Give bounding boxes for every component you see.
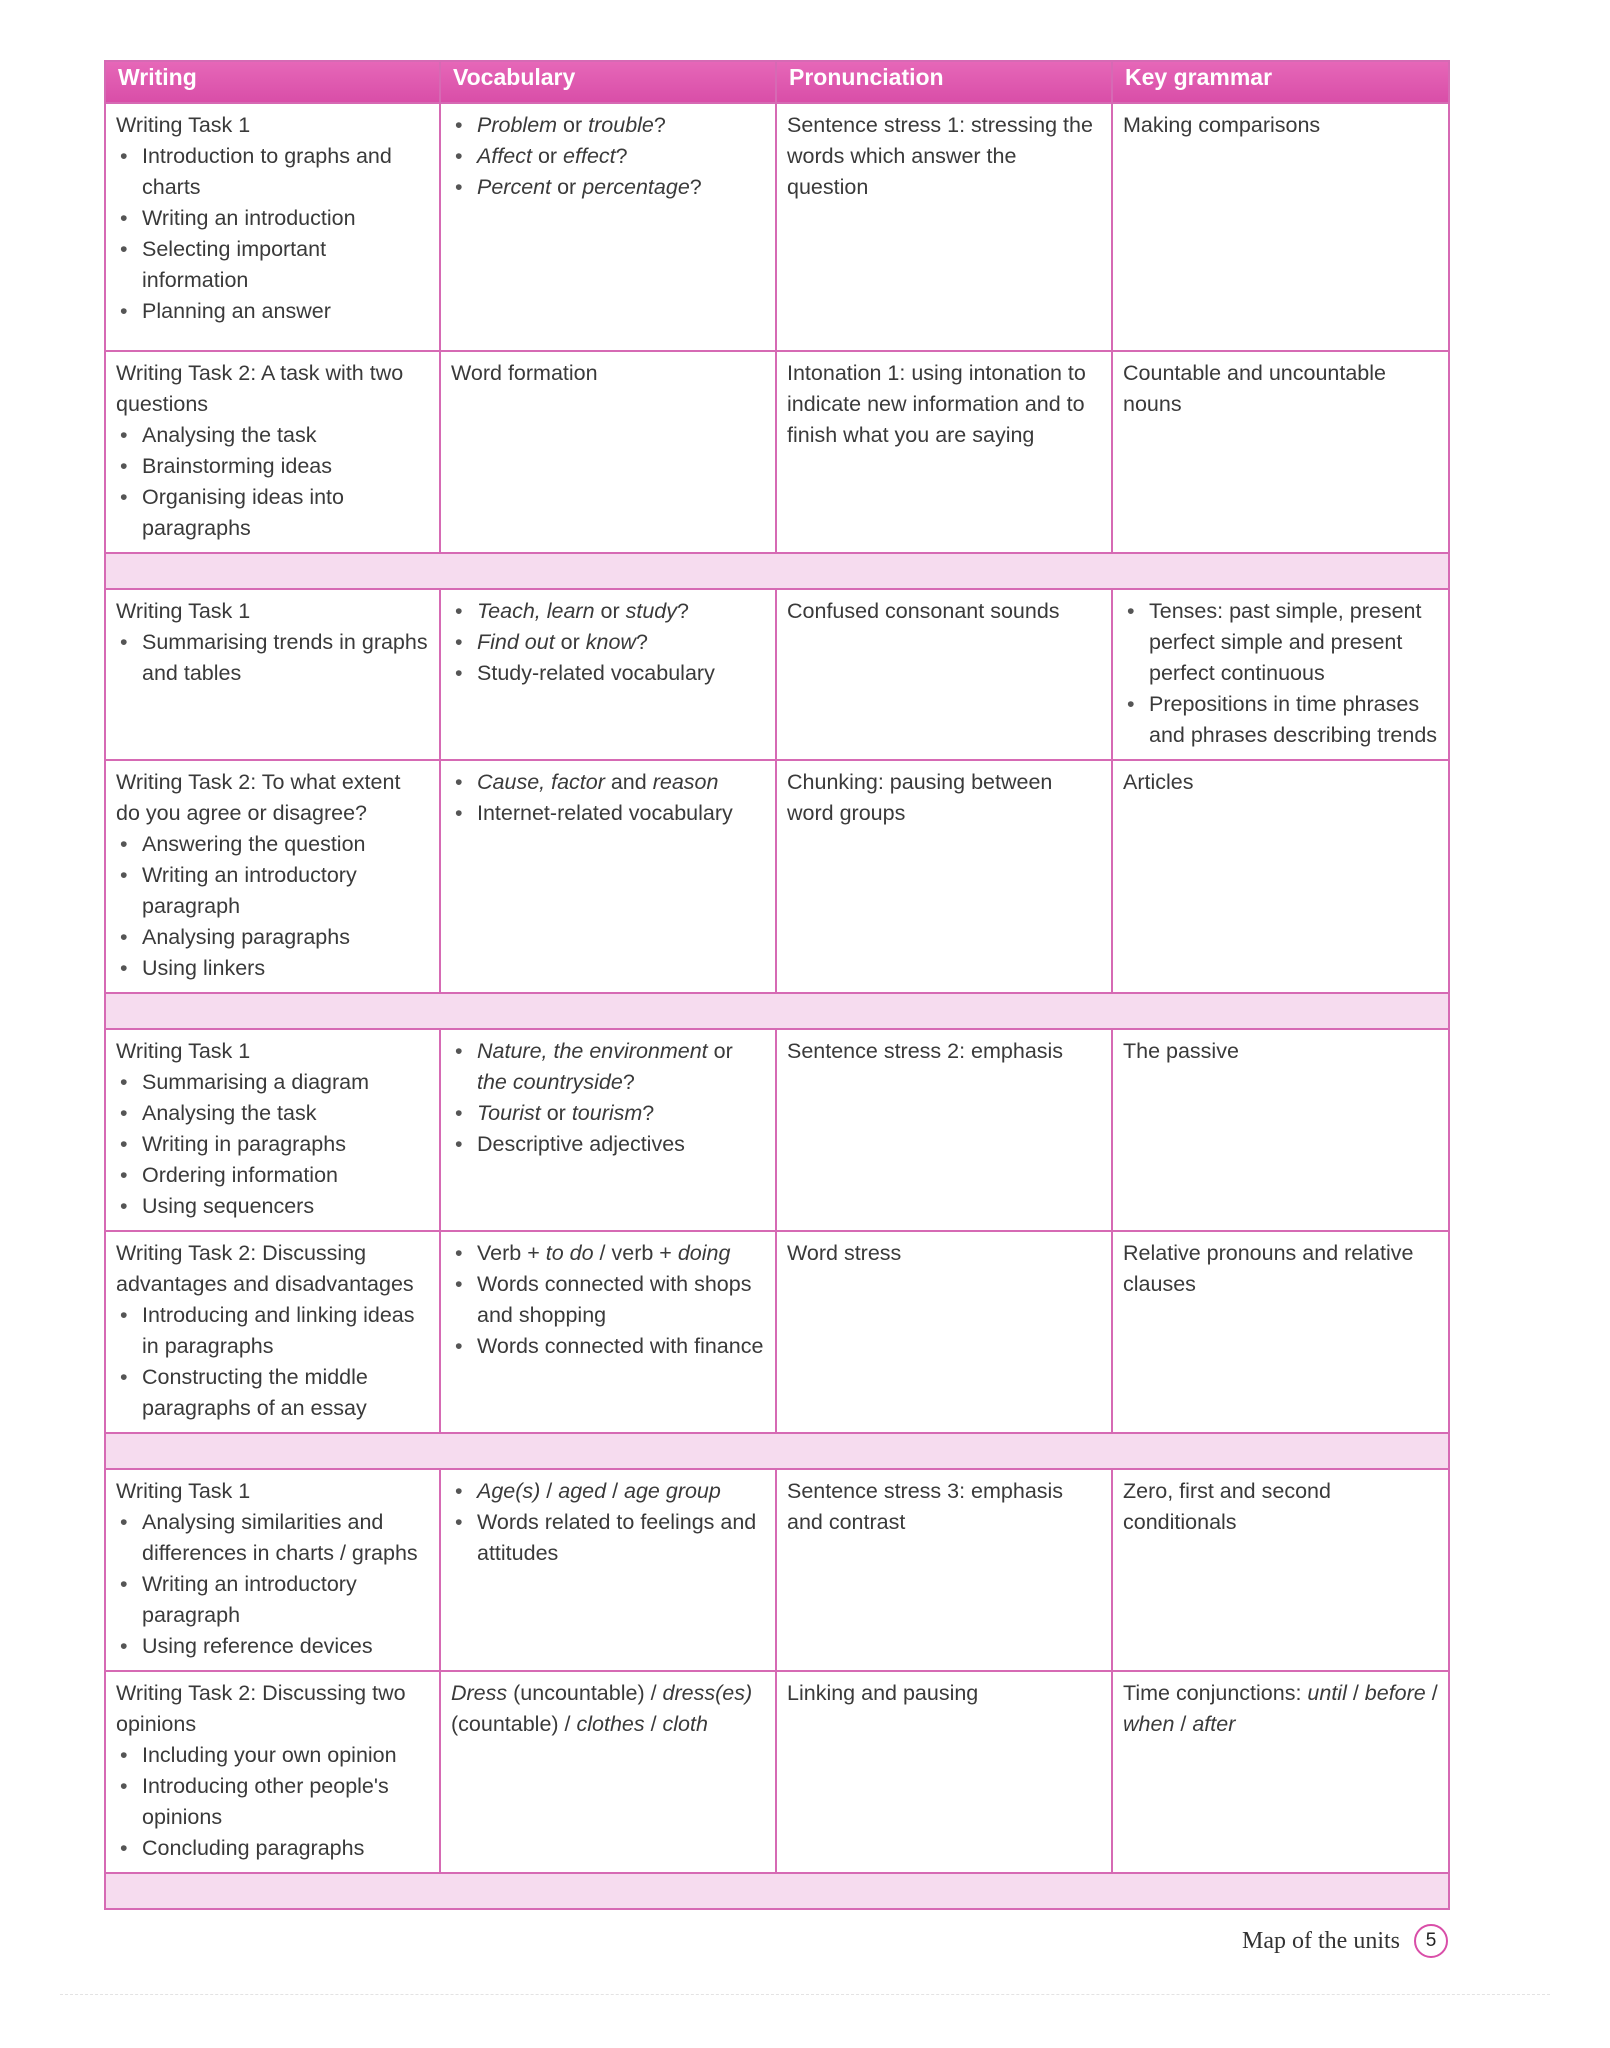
header-pronunciation: Pronunciation <box>776 61 1112 103</box>
list-item: • Summarising a diagram <box>116 1067 429 1098</box>
cell-heading: Dress (uncountable) / dress(es) (countable) / clothes / cloth <box>451 1681 753 1736</box>
cell-heading: Articles <box>1123 770 1194 794</box>
header-writing: Writing <box>105 61 440 103</box>
list-item: • Using linkers <box>116 953 429 984</box>
cell-heading: Relative pronouns and relative clauses <box>1123 1241 1414 1296</box>
cell-heading: Sentence stress 1: stressing the words which answer the question <box>787 113 1093 199</box>
cell-heading: Time conjunctions: until / before / when / after <box>1123 1681 1438 1736</box>
list-item: • Answering the question <box>116 829 429 860</box>
unit-divider-row <box>105 553 1449 589</box>
cell-key-grammar <box>1112 760 1449 993</box>
cell-heading: Confused consonant sounds <box>787 599 1060 623</box>
cell-pronunciation <box>776 589 1112 760</box>
bullet-list <box>451 767 765 829</box>
cell-vocabulary <box>440 1671 776 1873</box>
list-item: • Planning an answer <box>116 296 429 327</box>
cell-heading: Intonation 1: using intonation to indicate new information and to finish what you are saying <box>787 361 1086 447</box>
bullet-list <box>116 141 429 327</box>
list-item: • Words connected with finance <box>451 1331 765 1362</box>
list-item: • Writing an introductory paragraph <box>116 860 429 922</box>
cell-writing <box>105 1671 440 1873</box>
list-item: • Introduction to graphs and charts <box>116 141 429 203</box>
unit-divider <box>105 553 1449 589</box>
cell-heading: Writing Task 1 <box>116 1039 251 1063</box>
cell-key-grammar <box>1112 1671 1449 1873</box>
cell-heading: Writing Task 2: Discussing two opinions <box>116 1681 406 1736</box>
list-item: • Using sequencers <box>116 1191 429 1222</box>
list-item: • Analysing similarities and differences in charts / graphs <box>116 1507 429 1569</box>
cell-vocabulary <box>440 103 776 351</box>
list-item: • Analysing the task <box>116 1098 429 1129</box>
list-item: • Analysing paragraphs <box>116 922 429 953</box>
unit-divider-row <box>105 1873 1449 1909</box>
list-item: • Problem or trouble? <box>451 110 765 141</box>
list-item: • Affect or effect? <box>451 141 765 172</box>
cell-pronunciation <box>776 760 1112 993</box>
header-vocabulary: Vocabulary <box>440 61 776 103</box>
cell-vocabulary <box>440 1231 776 1433</box>
list-item: • Writing an introduction <box>116 203 429 234</box>
table-row <box>105 589 1449 760</box>
units-map-table <box>104 60 1450 1910</box>
list-item: • Internet-related vocabulary <box>451 798 765 829</box>
footer-label: Map of the units <box>1242 1927 1400 1954</box>
cell-vocabulary <box>440 589 776 760</box>
bottom-divider <box>60 1994 1550 1995</box>
cell-heading: Sentence stress 3: emphasis and contrast <box>787 1479 1064 1534</box>
cell-pronunciation <box>776 1671 1112 1873</box>
bullet-list <box>116 829 429 984</box>
unit-divider <box>105 993 1449 1029</box>
table-row <box>105 760 1449 993</box>
bullet-list <box>451 1238 765 1362</box>
cell-writing <box>105 351 440 553</box>
cell-heading: Writing Task 2: To what extent do you agree or disagree? <box>116 770 401 825</box>
unit-divider-row <box>105 1433 1449 1469</box>
list-item: • Find out or know? <box>451 627 765 658</box>
list-item: • Tourist or tourism? <box>451 1098 765 1129</box>
cell-writing <box>105 589 440 760</box>
cell-heading: Writing Task 2: Discussing advantages and disadvantages <box>116 1241 414 1296</box>
unit-divider <box>105 1433 1449 1469</box>
list-item: • Descriptive adjectives <box>451 1129 765 1160</box>
cell-vocabulary <box>440 351 776 553</box>
list-item: • Selecting important information <box>116 234 429 296</box>
cell-pronunciation <box>776 351 1112 553</box>
bullet-list <box>451 1036 765 1160</box>
table-row <box>105 1029 1449 1231</box>
cell-key-grammar <box>1112 351 1449 553</box>
list-item: • Writing an introductory paragraph <box>116 1569 429 1631</box>
list-item: • Writing in paragraphs <box>116 1129 429 1160</box>
page-footer <box>1242 1924 1448 1958</box>
bullet-list <box>116 1067 429 1222</box>
cell-writing <box>105 1469 440 1671</box>
list-item: • Nature, the environment or the countryside? <box>451 1036 765 1098</box>
cell-heading: Zero, first and second conditionals <box>1123 1479 1331 1534</box>
list-item: • Words related to feelings and attitudes <box>451 1507 765 1569</box>
cell-writing <box>105 1029 440 1231</box>
bullet-list <box>451 1476 765 1569</box>
cell-key-grammar <box>1112 589 1449 760</box>
table-row <box>105 351 1449 553</box>
list-item: • Including your own opinion <box>116 1740 429 1771</box>
list-item: • Introducing and linking ideas in paragraphs <box>116 1300 429 1362</box>
table-body <box>105 103 1449 1909</box>
list-item: • Introducing other people's opinions <box>116 1771 429 1833</box>
bullet-list <box>116 627 429 689</box>
bullet-list <box>451 110 765 203</box>
list-item: • Constructing the middle paragraphs of an essay <box>116 1362 429 1424</box>
cell-heading: Writing Task 1 <box>116 599 251 623</box>
list-item: • Verb + to do / verb + doing <box>451 1238 765 1269</box>
list-item: • Organising ideas into paragraphs <box>116 482 429 544</box>
list-item: • Words connected with shops and shopping <box>451 1269 765 1331</box>
table-row <box>105 1671 1449 1873</box>
cell-heading: Chunking: pausing between word groups <box>787 770 1053 825</box>
list-item: • Summarising trends in graphs and tables <box>116 627 429 689</box>
cell-heading: Linking and pausing <box>787 1681 979 1705</box>
cell-vocabulary <box>440 760 776 993</box>
cell-pronunciation <box>776 1469 1112 1671</box>
cell-pronunciation <box>776 103 1112 351</box>
list-item: • Using reference devices <box>116 1631 429 1662</box>
bullet-list <box>116 1740 429 1864</box>
unit-divider <box>105 1873 1449 1909</box>
header-row <box>105 61 1449 103</box>
list-item: • Percent or percentage? <box>451 172 765 203</box>
cell-key-grammar <box>1112 1029 1449 1231</box>
list-item: • Teach, learn or study? <box>451 596 765 627</box>
cell-key-grammar <box>1112 1231 1449 1433</box>
table-row <box>105 103 1449 351</box>
cell-heading: Writing Task 1 <box>116 113 251 137</box>
bullet-list <box>116 1507 429 1662</box>
header-key-grammar: Key grammar <box>1112 61 1449 103</box>
list-item: • Prepositions in time phrases and phrases describing trends <box>1123 689 1438 751</box>
cell-heading: Writing Task 2: A task with two questions <box>116 361 404 416</box>
cell-pronunciation <box>776 1231 1112 1433</box>
cell-heading: Countable and uncountable nouns <box>1123 361 1386 416</box>
bullet-list <box>1123 596 1438 751</box>
table-row <box>105 1469 1449 1671</box>
cell-heading: Word formation <box>451 361 598 385</box>
cell-key-grammar <box>1112 103 1449 351</box>
cell-heading: Sentence stress 2: emphasis <box>787 1039 1064 1063</box>
list-item: • Tenses: past simple, present perfect simple and present perfect continuous <box>1123 596 1438 689</box>
list-item: • Age(s) / aged / age group <box>451 1476 765 1507</box>
page-number: 5 <box>1414 1924 1448 1958</box>
bullet-list <box>116 1300 429 1424</box>
list-item: • Cause, factor and reason <box>451 767 765 798</box>
cell-pronunciation <box>776 1029 1112 1231</box>
list-item: • Brainstorming ideas <box>116 451 429 482</box>
cell-heading: Making comparisons <box>1123 113 1321 137</box>
unit-divider-row <box>105 993 1449 1029</box>
list-item: • Ordering information <box>116 1160 429 1191</box>
bullet-list <box>116 420 429 544</box>
cell-heading: Writing Task 1 <box>116 1479 251 1503</box>
list-item: • Concluding paragraphs <box>116 1833 429 1864</box>
table-row <box>105 1231 1449 1433</box>
cell-writing <box>105 103 440 351</box>
cell-key-grammar <box>1112 1469 1449 1671</box>
cell-heading: Word stress <box>787 1241 902 1265</box>
cell-vocabulary <box>440 1469 776 1671</box>
bullet-list <box>451 596 765 689</box>
cell-vocabulary <box>440 1029 776 1231</box>
cell-writing <box>105 760 440 993</box>
list-item: • Study-related vocabulary <box>451 658 765 689</box>
list-item: • Analysing the task <box>116 420 429 451</box>
cell-heading: The passive <box>1123 1039 1239 1063</box>
cell-writing <box>105 1231 440 1433</box>
